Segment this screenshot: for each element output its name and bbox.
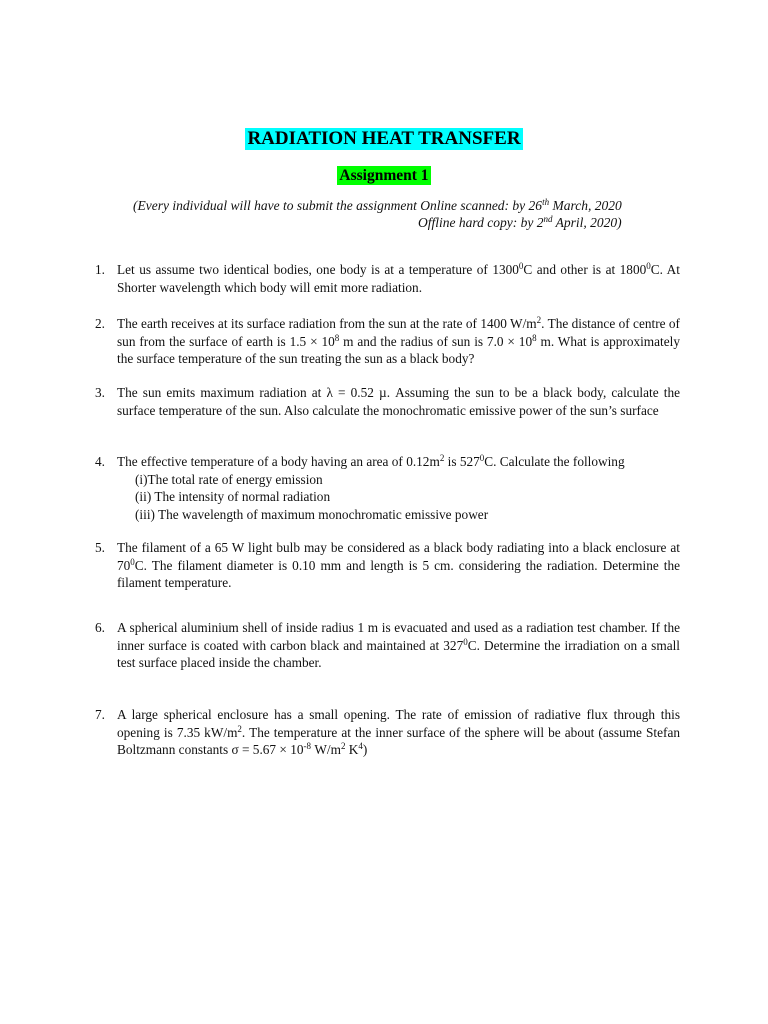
sub-item: (ii) The intensity of normal radiation xyxy=(135,489,331,504)
question-5 xyxy=(95,539,680,592)
submission-note-line-2: Offline hard copy: by 2nd April, 2020) xyxy=(418,214,622,230)
question-text: The earth receives at its surface radiation from the sun at the rate of 1400 $W/m^2$. The distance of centre of sun from the surface of earth is $1.5 \times 10^8$ m and the radius of sun is $7.0 \times 10^8$ m. What is approximately the surface temperature of the sun treating the sun as a black body? xyxy=(117,315,680,366)
question-6 xyxy=(95,619,680,672)
sub-item: (i)The total rate of energy emission xyxy=(135,471,323,487)
question-text: A large spherical enclosure has a small opening. The rate of emission of radiative flux through this opening is 7.35 $kW/m^2$. The temperature at the inner surface of the sphere will be about (assume Stefan Boltzmann constants $\sigma = 5.67 \times 10^{-8}$ $W/m^2$ $K^4$) xyxy=(117,707,680,757)
question-text: A spherical aluminium shell of inside radius 1 m is evacuated and used as a radiation test chamber. If the inner surface is coated with carbon black and maintained at $327^0C$. Determine the irradiation on a small test surface placed inside the chamber. xyxy=(117,620,680,670)
question-number: 4. xyxy=(95,454,105,469)
subtitle-row xyxy=(0,166,768,185)
question-7 xyxy=(95,706,680,759)
question-4 xyxy=(95,453,680,523)
submission-note-line-1: (Every individual will have to submit the assignment Online scanned: by 26th March, 2020 xyxy=(133,197,622,213)
assignment-subtitle: Assignment 1 xyxy=(339,167,429,184)
question-number: 6. xyxy=(95,620,105,635)
document-title: RADIATION HEAT TRANSFER xyxy=(247,128,521,149)
question-3 xyxy=(95,384,680,419)
question-2 xyxy=(95,315,680,368)
sub-item-list xyxy=(135,471,680,524)
question-number: 5. xyxy=(95,540,105,555)
sub-item: (iii) The wavelength of maximum monochromatic emissive power xyxy=(135,506,489,522)
question-number: 3. xyxy=(95,385,105,400)
question-number: 1. xyxy=(95,262,105,277)
question-text: The filament of a 65 W light bulb may be considered as a black body radiating into a black enclosure at $70^0C$. The filament diameter is 0.10 mm and length is 5 cm. considering the radiation. Determine the filament temperature. xyxy=(117,540,680,590)
question-number: 2. xyxy=(95,316,105,331)
question-text: The effective temperature of a body having an area of $0.12m^2$ is $527^0C$. Calculate the following xyxy=(117,453,625,469)
question-1 xyxy=(95,261,680,296)
question-text: Let us assume two identical bodies, one body is at a temperature of 1300$^0$C and other is at 1800$^0$C. At Shorter wavelength which body will emit more radiation. xyxy=(117,261,680,295)
question-text: The sun emits maximum radiation at λ = 0.52 µ. Assuming the sun to be a black body, calculate the surface temperature of the sun. Also calculate the monochromatic emissive power of the sun’s surface xyxy=(117,385,680,418)
title-row xyxy=(0,128,768,150)
question-number: 7. xyxy=(95,707,105,722)
